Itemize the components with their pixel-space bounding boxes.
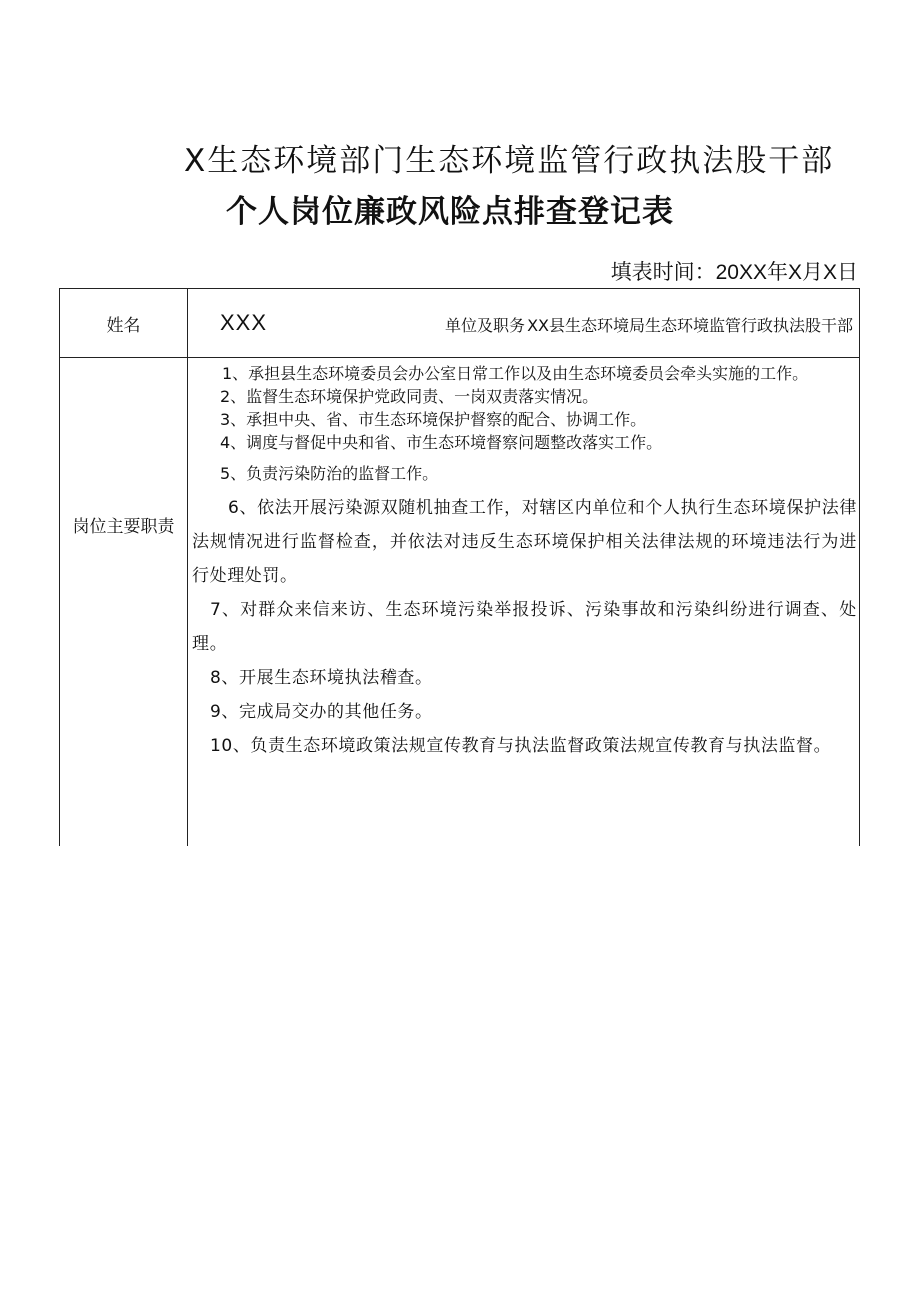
duty-item-4: 4、调度与督促中央和省、市生态环境督察问题整改落实工作。 bbox=[220, 433, 663, 452]
duty-item-1: 1、承担县生态环境委员会办公室日常工作以及由生态环境委员会牵头实施的工作。 bbox=[222, 364, 809, 383]
duty-item-3: 3、承担中央、省、市生态环境保护督察的配合、协调工作。 bbox=[220, 410, 647, 429]
duties-cell bbox=[188, 358, 860, 847]
document-title-line1: X生态环境部门生态环境监管行政执法股干部 bbox=[184, 143, 835, 179]
duty-item-10: 10、负责生态环境政策法规宣传教育与执法监督政策法规宣传教育与执法监督。 bbox=[210, 736, 832, 756]
fill-date bbox=[611, 256, 858, 286]
unit-value: XX县生态环境局生态环境监管行政执法股干部 bbox=[527, 316, 853, 335]
unit-label: 单位及职务 bbox=[445, 316, 526, 335]
duty-item-6: 6、依法开展污染源双随机抽查工作，对辖区内单位和个人执行生态环境保护法律法规情况进行监督检查，并依法对违反生态环境保护相关法律法规的环境违法行为进行处理处罚。 bbox=[192, 498, 857, 586]
name-cell bbox=[188, 289, 860, 358]
registration-form-table bbox=[59, 288, 860, 846]
fill-date-label: 填表时间： bbox=[610, 260, 716, 284]
duty-item-5: 5、负责污染防治的监督工作。 bbox=[220, 464, 439, 483]
duty-item-2: 2、监督生态环境保护党政同责、一岗双责落实情况。 bbox=[220, 387, 599, 406]
name-value: XXX bbox=[220, 310, 268, 335]
duty-item-7: 7、对群众来信来访、生态环境污染举报投诉、污染事故和污染纠纷进行调查、处理。 bbox=[192, 600, 857, 654]
duties-label-text: 岗位主要职责 bbox=[72, 517, 175, 537]
duties-label bbox=[60, 358, 188, 847]
name-row bbox=[60, 289, 860, 358]
unit-field bbox=[445, 313, 853, 336]
document-title-line2: 个人岗位廉政风险点排查登记表 bbox=[226, 194, 674, 230]
duty-item-8: 8、开展生态环境执法稽查。 bbox=[210, 668, 433, 688]
fill-date-value: 20XX年X月X日 bbox=[715, 261, 858, 284]
name-label: 姓名 bbox=[60, 289, 188, 358]
duty-item-9: 9、完成局交办的其他任务。 bbox=[210, 702, 433, 722]
duties-row bbox=[60, 358, 860, 847]
